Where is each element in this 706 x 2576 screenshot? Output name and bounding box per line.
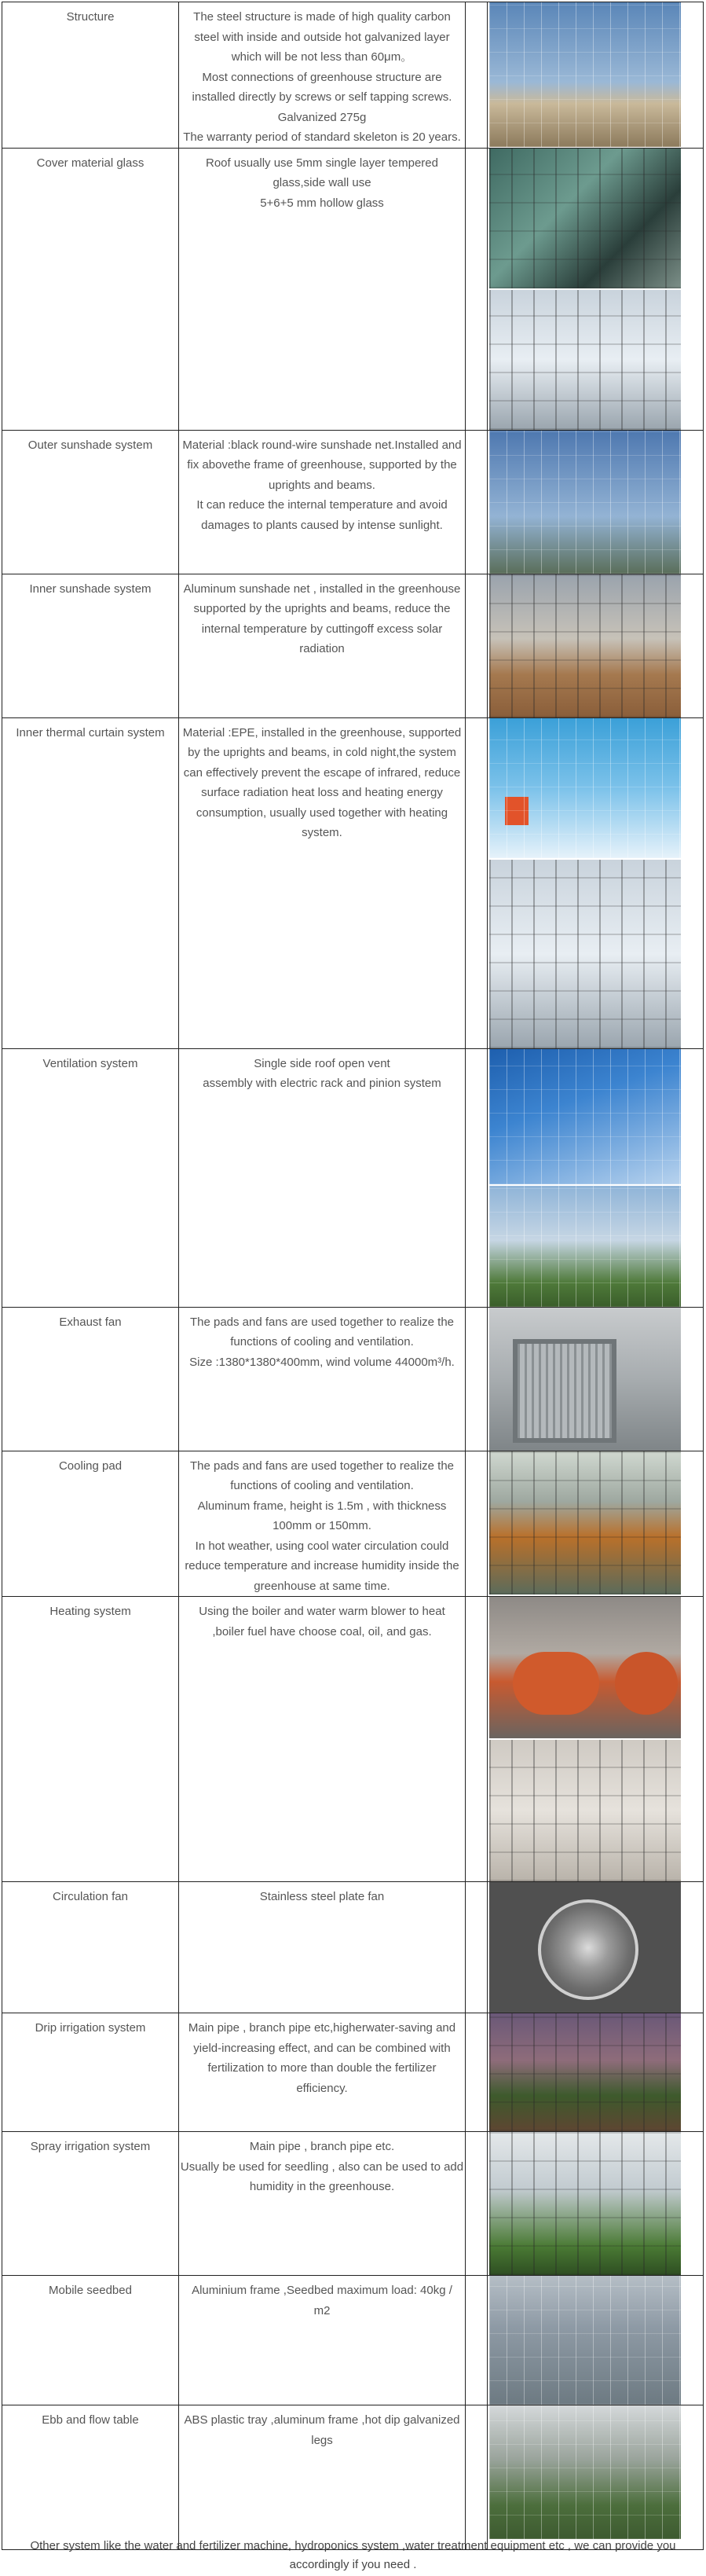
desc-line: functions of cooling and ventilation.	[230, 1479, 414, 1492]
desc-line: radiation	[299, 642, 345, 655]
spacer-cell	[466, 2132, 488, 2276]
desc-line: Using the boiler and water warm blower to heat	[199, 1605, 445, 1618]
photo-cell	[488, 2, 704, 149]
row-name-cell	[2, 1597, 179, 1882]
row-name-cell	[2, 2132, 179, 2276]
desc-line: steel with inside and outside hot galvanized layer	[194, 30, 450, 44]
table-row	[2, 1882, 704, 2013]
desc-line: system.	[302, 826, 342, 839]
table-row	[2, 2276, 704, 2405]
desc-line: can effectively prevent the escape of infrared, reduce	[183, 765, 461, 780]
desc-line: yield-increasing effect, and can be combined with	[193, 2041, 451, 2055]
desc-line: internal temperature by cuttingoff excess solar	[201, 622, 443, 636]
row-name-cell	[2, 574, 179, 717]
photo-cell	[488, 1451, 704, 1597]
desc-line: damages to plants caused by intense sunlight.	[201, 518, 443, 532]
desc-line: humidity in the greenhouse.	[249, 2180, 395, 2193]
table-row	[2, 717, 704, 1048]
desc-line: ABS plastic tray ,aluminum frame ,hot dip galvanized	[184, 2413, 460, 2427]
row-desc-cell	[179, 1048, 466, 1307]
row-desc-cell	[179, 2132, 466, 2276]
spacer-cell	[466, 148, 488, 430]
boiler-icon	[513, 1652, 599, 1715]
desc-line: Material :black round-wire sunshade net.Installed and	[182, 438, 462, 452]
row-desc-cell	[179, 2, 466, 149]
spacer-cell	[466, 2405, 488, 2550]
row-name: Inner thermal curtain system	[16, 725, 165, 739]
row-name-cell	[2, 2405, 179, 2550]
desc-line: supported by the uprights and beams, reduce the	[193, 602, 451, 615]
table-row	[2, 2132, 704, 2276]
photo-cell	[488, 1048, 704, 1307]
row-name-cell	[2, 148, 179, 430]
greenhouse-exterior-photo	[489, 1186, 681, 1307]
spacer-cell	[466, 430, 488, 574]
desc-line: Size :1380*1380*400mm, wind volume 44000m³/h.	[189, 1355, 455, 1369]
desc-line: Main pipe , branch pipe etc,higherwater-saving and	[188, 2021, 456, 2035]
row-name-cell	[2, 2013, 179, 2132]
table-row	[2, 2405, 704, 2550]
desc-line: assembly with electric rack and pinion system	[203, 1077, 441, 1090]
photo-cell	[488, 1307, 704, 1451]
table-row	[2, 1307, 704, 1451]
row-desc-cell	[179, 1451, 466, 1597]
desc-line: which will be not less than 60μm。	[231, 50, 413, 64]
row-desc-cell	[179, 1307, 466, 1451]
table-row	[2, 430, 704, 574]
desc-line: Galvanized 275g	[277, 110, 367, 124]
desc-line: Usually be used for seedling , also can be used to add	[180, 2160, 464, 2174]
desc-line: consumption, usually used together with heating	[196, 805, 448, 820]
desc-line: The steel structure is made of high quality carbon	[193, 10, 451, 24]
row-name: Heating system	[49, 1605, 131, 1618]
exhaust-fan-photo	[489, 1308, 681, 1451]
row-desc-cell	[179, 430, 466, 574]
row-name: Outer sunshade system	[27, 438, 153, 452]
hollow-glass-photo	[489, 290, 681, 430]
desc-line: surface radiation heat loss and heating energy	[201, 786, 443, 799]
row-desc-cell	[179, 2276, 466, 2405]
row-name: Cover material glass	[36, 156, 144, 170]
row-name-cell	[2, 2, 179, 149]
outer-sunshade-photo	[489, 431, 681, 574]
table-row	[2, 2013, 704, 2132]
spacer-cell	[466, 2013, 488, 2132]
photo-cell	[488, 2405, 704, 2550]
row-name: Ebb and flow table	[42, 2413, 139, 2427]
row-desc-cell	[179, 148, 466, 430]
photo-cell	[488, 2013, 704, 2132]
desc-line: Aluminium frame ,Seedbed maximum load: 40kg /	[192, 2284, 452, 2297]
row-desc-cell	[179, 717, 466, 1048]
fan-icon	[538, 1899, 638, 2000]
photo-cell	[488, 2276, 704, 2405]
photo-cell	[488, 1882, 704, 2013]
desc-line: glass,side wall use	[273, 176, 371, 189]
desc-line: installed directly by screws or self tapping screws.	[192, 90, 452, 104]
desc-line: fix abovethe frame of greenhouse, supported by the	[187, 458, 457, 472]
boiler-photo	[489, 1597, 681, 1740]
desc-line: Most connections of greenhouse structure are	[202, 70, 442, 84]
desc-line: functions of cooling and ventilation.	[230, 1335, 414, 1349]
photo-cell	[488, 574, 704, 717]
desc-line: by the uprights and beams, in cold night,the system	[188, 746, 456, 759]
desc-line: Aluminum frame, height is 1.5m , with thickness	[197, 1499, 447, 1513]
row-desc-cell	[179, 1882, 466, 2013]
desc-line: Roof usually use 5mm single layer tempered	[206, 156, 438, 170]
row-desc-cell	[179, 2405, 466, 2550]
spacer-cell	[466, 2276, 488, 2405]
row-name: Drip irrigation system	[35, 2021, 146, 2035]
greenhouse-structure-photo	[489, 2, 681, 147]
curtain-motor-photo	[489, 718, 681, 860]
photo-cell	[488, 430, 704, 574]
desc-line: Single side roof open vent	[254, 1056, 390, 1070]
desc-line: fertilization to more than double the fertilizer	[207, 2061, 437, 2075]
desc-line: The pads and fans are used together to realize the	[189, 1315, 455, 1329]
row-name: Exhaust fan	[59, 1315, 122, 1329]
thermal-curtain-photo	[489, 860, 681, 1048]
row-name: Inner sunshade system	[29, 582, 152, 596]
drip-irrigation-photo	[489, 2013, 681, 2131]
row-name-cell	[2, 430, 179, 574]
spacer-cell	[466, 1882, 488, 2013]
row-name: Structure	[66, 10, 115, 24]
spacer-cell	[466, 2, 488, 149]
table-row	[2, 1048, 704, 1307]
cooling-pad-photo	[489, 1451, 681, 1594]
spacer-cell	[466, 1307, 488, 1451]
photo-cell	[488, 148, 704, 430]
glass-panels-photo	[489, 149, 681, 290]
ebb-flow-table-photo	[489, 2405, 681, 2539]
row-name-cell	[2, 1307, 179, 1451]
desc-line: reduce temperature and increase humidity inside the	[185, 1559, 459, 1572]
row-name-cell	[2, 2276, 179, 2405]
desc-line: Material :EPE, installed in the greenhouse, supported	[182, 725, 462, 739]
desc-line: Stainless steel plate fan	[259, 1890, 385, 1903]
photo-cell	[488, 2132, 704, 2276]
spacer-cell	[466, 1597, 488, 1882]
desc-line: m2	[313, 2303, 331, 2317]
desc-line: The pads and fans are used together to realize the	[189, 1459, 455, 1473]
spec-table	[2, 2, 704, 2550]
fan-icon	[513, 1339, 616, 1443]
row-name: Circulation fan	[53, 1890, 128, 1903]
table-row	[2, 1451, 704, 1597]
desc-line: greenhouse at same time.	[254, 1579, 390, 1593]
desc-line: In hot weather, using cool water circulation could	[195, 1539, 449, 1553]
photo-cell	[488, 717, 704, 1048]
table-row	[2, 1597, 704, 1882]
desc-line: It can reduce the internal temperature and avoid	[196, 498, 448, 512]
desc-line: ,boiler fuel have choose coal, oil, and gas.	[212, 1624, 432, 1638]
desc-line: legs	[311, 2433, 333, 2447]
desc-line: The warranty period of standard skeleton is 20 years.	[183, 130, 461, 144]
desc-line: Aluminum sunshade net , installed in the greenhouse	[183, 582, 461, 596]
row-desc-cell	[179, 1597, 466, 1882]
row-name: Cooling pad	[58, 1459, 123, 1473]
photo-cell	[488, 1597, 704, 1882]
row-name-cell	[2, 1451, 179, 1597]
desc-line: 100mm or 150mm.	[273, 1519, 371, 1532]
desc-line: 5+6+5 mm hollow glass	[260, 196, 384, 210]
row-name-cell	[2, 717, 179, 1048]
table-row	[2, 148, 704, 430]
desc-line: efficiency.	[296, 2081, 348, 2095]
row-name: Ventilation system	[42, 1056, 138, 1070]
desc-line: Main pipe , branch pipe etc.	[249, 2140, 395, 2153]
row-desc-cell	[179, 574, 466, 717]
footer-note: Other system like the water and fertilizer machine, hydroponics system ,water treatment equipment etc , we can provide you accordingly if you need .	[30, 2539, 676, 2571]
table-row	[2, 2, 704, 149]
inner-sunshade-photo	[489, 574, 681, 717]
circulation-fan-photo	[489, 1882, 681, 2013]
spacer-cell	[466, 1048, 488, 1307]
row-name: Spray irrigation system	[30, 2140, 151, 2153]
roof-vent-photo	[489, 1049, 681, 1186]
spray-irrigation-photo	[489, 2132, 681, 2275]
row-desc-cell	[179, 2013, 466, 2132]
spacer-cell	[466, 574, 488, 717]
table-row	[2, 574, 704, 717]
row-name-cell	[2, 1882, 179, 2013]
boiler-icon	[615, 1652, 678, 1715]
mobile-seedbed-photo	[489, 2276, 681, 2405]
row-name-cell	[2, 1048, 179, 1307]
water-heater-photo	[489, 1740, 681, 1881]
desc-line: uprights and beams.	[269, 478, 375, 492]
spacer-cell	[466, 1451, 488, 1597]
row-name: Mobile seedbed	[49, 2284, 132, 2297]
spacer-cell	[466, 717, 488, 1048]
